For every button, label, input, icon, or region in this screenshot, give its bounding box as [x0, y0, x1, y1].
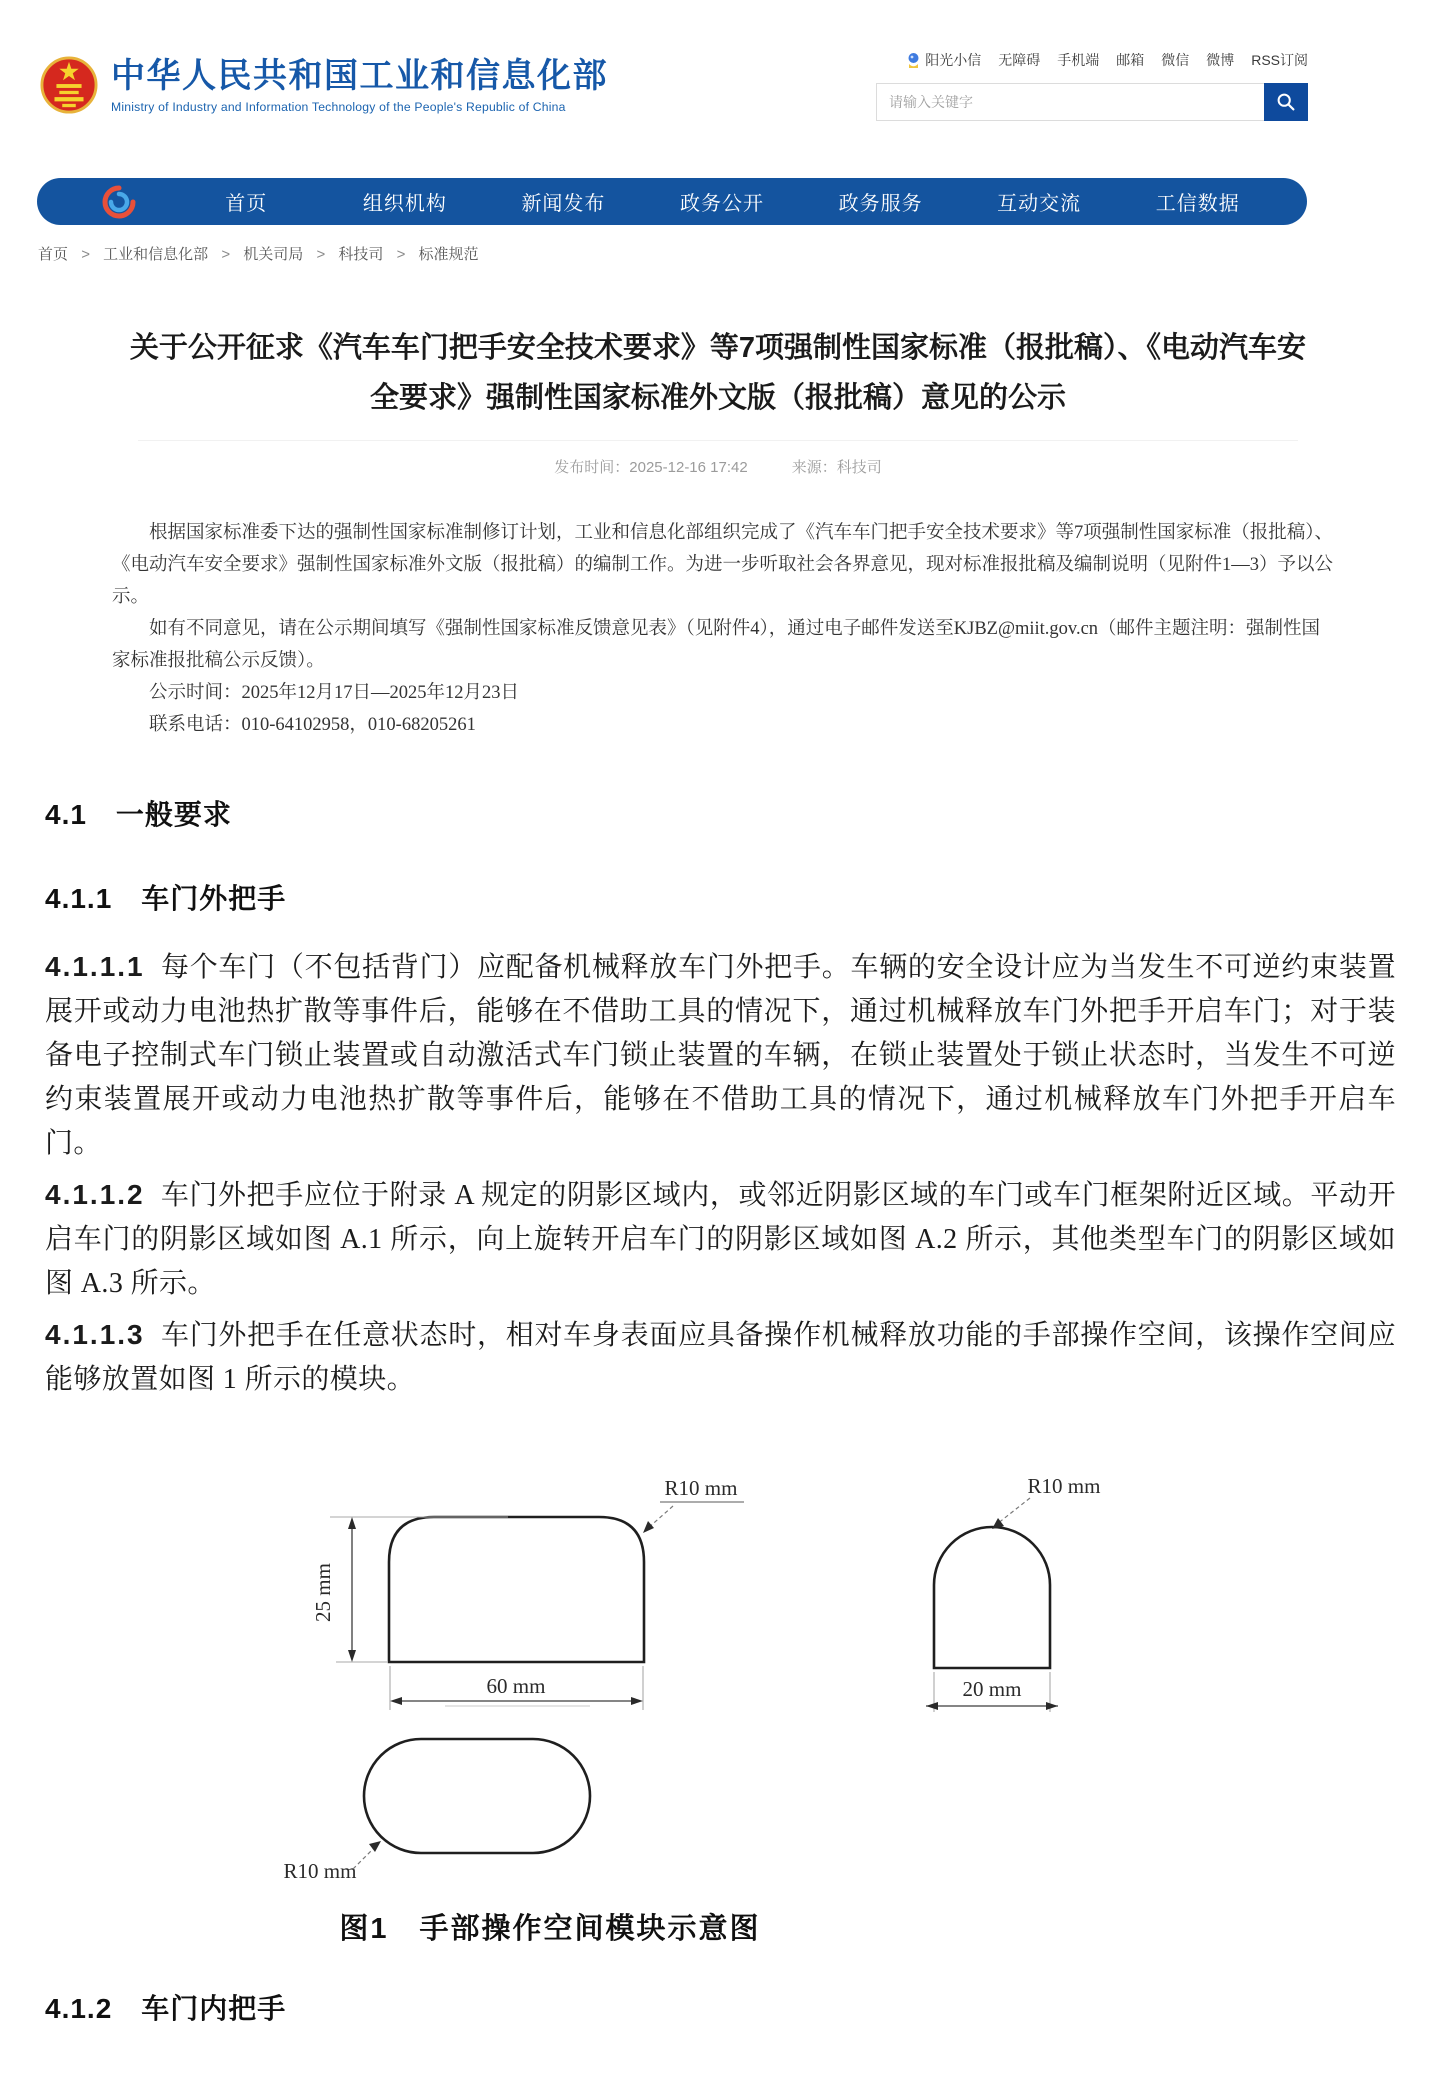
page-title: 关于公开征求《汽车车门把手安全技术要求》等7项强制性国家标准（报批稿）、《电动汽车安全要求》强制性国家标准外文版（报批稿）意见的公示 [129, 332, 1307, 414]
header-right [876, 50, 1308, 121]
notice-body [112, 517, 1336, 741]
section-heading-4-1-1: 4.1.1 车门外把手 [45, 882, 287, 914]
site-header [0, 0, 1436, 142]
top-link-label: 阳光小信 [925, 52, 982, 68]
breadcrumb-home[interactable]: 首页 [38, 246, 69, 263]
module-shape-rounded-top-rect [389, 1517, 644, 1662]
brand-text [111, 58, 608, 113]
search-input[interactable] [876, 83, 1264, 121]
top-link-mail[interactable]: 邮箱 [1116, 52, 1145, 68]
clause-4-1-1-3 [45, 1313, 1396, 1402]
standard-excerpt [0, 793, 1436, 2027]
nav-logo-icon [101, 184, 137, 220]
figure-caption: 图1 手部操作空间模块示意图 [339, 1912, 761, 1945]
breadcrumb-science-tech-dept[interactable]: 科技司 [338, 246, 384, 263]
clause-number: 4.1.1.3 [45, 1318, 145, 1350]
breadcrumb-separator: > [81, 246, 90, 263]
top-link-wechat[interactable]: 微信 [1161, 52, 1190, 68]
nav-item-gov-disclosure[interactable]: 政务公开 [680, 193, 765, 215]
top-link-sunshine-assistant[interactable] [906, 50, 981, 70]
nav-item-news[interactable]: 新闻发布 [521, 193, 606, 215]
notice-publicity-period: 公示时间：2025年12月17日—2025年12月23日 [149, 682, 520, 703]
radius-label-shape3: R10 mm [283, 1858, 357, 1883]
breadcrumb-separator: > [396, 246, 406, 263]
breadcrumb-current: 标准规范 [418, 246, 479, 263]
radius-label-shape1: R10 mm [664, 1475, 738, 1500]
figure-1 [240, 1436, 1250, 1947]
clause-4-1-1-2 [45, 1173, 1396, 1306]
nav-item-home[interactable]: 首页 [225, 193, 268, 215]
breadcrumb-departments[interactable]: 机关司局 [243, 246, 304, 263]
ministry-name-cn: 中华人民共和国工业和信息化部 [111, 57, 608, 96]
clause-4-1-1-1 [45, 945, 1396, 1166]
top-link-accessibility[interactable]: 无障碍 [998, 52, 1041, 68]
nav-item-gov-services[interactable]: 政务服务 [838, 193, 923, 215]
clause-number: 4.1.1.2 [45, 1178, 145, 1210]
search-bar [876, 83, 1308, 121]
breadcrumb-separator: > [221, 246, 231, 263]
ministry-name-en: Ministry of Industry and Information Technology of the People's Republic of China [111, 99, 566, 114]
dim-label-60mm: 60 mm [486, 1673, 546, 1698]
publish-time: 发布时间：2025-12-16 17:42 [554, 458, 748, 476]
search-icon [1276, 92, 1296, 112]
breadcrumb-miit[interactable]: 工业和信息化部 [103, 246, 209, 263]
search-button[interactable] [1264, 83, 1308, 121]
module-shape-stadium [364, 1739, 590, 1853]
ministry-brand[interactable] [40, 52, 608, 120]
nav-item-miit-data[interactable]: 工信数据 [1155, 193, 1240, 215]
top-links [876, 50, 1308, 70]
article [0, 324, 1436, 2027]
main-nav [37, 178, 1307, 225]
article-source: 来源：科技司 [791, 458, 882, 476]
article-meta [138, 440, 1298, 477]
breadcrumb-separator: > [316, 246, 326, 263]
notice-paragraph-2: 如有不同意见，请在公示期间填写《强制性国家标准反馈意见表》（见附件4），通过电子邮件发送至KJBZ@miit.gov.cn（邮件主题注明：强制性国家标准报批稿公示反馈）。 [112, 618, 1321, 671]
mascot-icon [906, 52, 921, 69]
dim-label-20mm: 20 mm [962, 1676, 1022, 1701]
nav-item-organization[interactable]: 组织机构 [362, 193, 447, 215]
clause-number: 4.1.1.1 [45, 950, 145, 982]
top-link-rss[interactable]: RSS订阅 [1251, 52, 1308, 68]
dim-label-25mm: 25 mm [311, 1562, 335, 1622]
clause-text: 每个车门（不包括背门）应配备机械释放车门外把手。车辆的安全设计应为当发生不可逆约束装置展开或动力电池热扩散等事件后，能够在不借助工具的情况下，通过机械释放车门外把手开启车门；对于装备电子控制式车门锁止装置或自动激活式车门锁止装置的车辆，在锁止装置处于锁止状态时，当发生不可逆约束装置展开或动力电池热扩散等事件后，能够在不借助工具的情况下，通过机械释放车门外把手开启车门。 [45, 951, 1396, 1159]
notice-paragraph-1: 根据国家标准委下达的强制性国家标准制修订计划，工业和信息化部组织完成了《汽车车门把手安全技术要求》等7项强制性国家标准（报批稿）、《电动汽车安全要求》强制性国家标准外文版（报批稿）的编制工作。为进一步听取社会各界意见，现对标准报批稿及编制说明（见附件1—3）予以公示。 [112, 522, 1334, 607]
national-emblem-icon [40, 52, 98, 120]
section-heading-4-1: 4.1 一般要求 [45, 798, 232, 830]
radius-label-shape2: R10 mm [1027, 1473, 1101, 1498]
module-shape-dome [934, 1527, 1050, 1668]
notice-contact-phone: 联系电话：010-64102958，010-68205261 [149, 714, 476, 735]
clause-text: 车门外把手应位于附录 A 规定的阴影区域内，或邻近阴影区域的车门或车门框架附近区域。平动开启车门的阴影区域如图 A.1 所示，向上旋转开启车门的阴影区域如图 A.2 所示，其他类型车门的阴影区域如图 A.3 所示。 [45, 1179, 1396, 1299]
nav-item-interaction[interactable]: 互动交流 [997, 193, 1082, 215]
breadcrumb [38, 243, 1436, 264]
clause-text: 车门外把手在任意状态时，相对车身表面应具备操作机械释放功能的手部操作空间，该操作空间应能够放置如图 1 所示的模块。 [45, 1319, 1396, 1395]
figure-1-drawing [240, 1436, 1250, 1896]
section-heading-4-1-2: 4.1.2 车门内把手 [45, 1992, 287, 2024]
top-link-weibo[interactable]: 微博 [1206, 52, 1235, 68]
top-link-mobile[interactable]: 手机端 [1057, 52, 1100, 68]
